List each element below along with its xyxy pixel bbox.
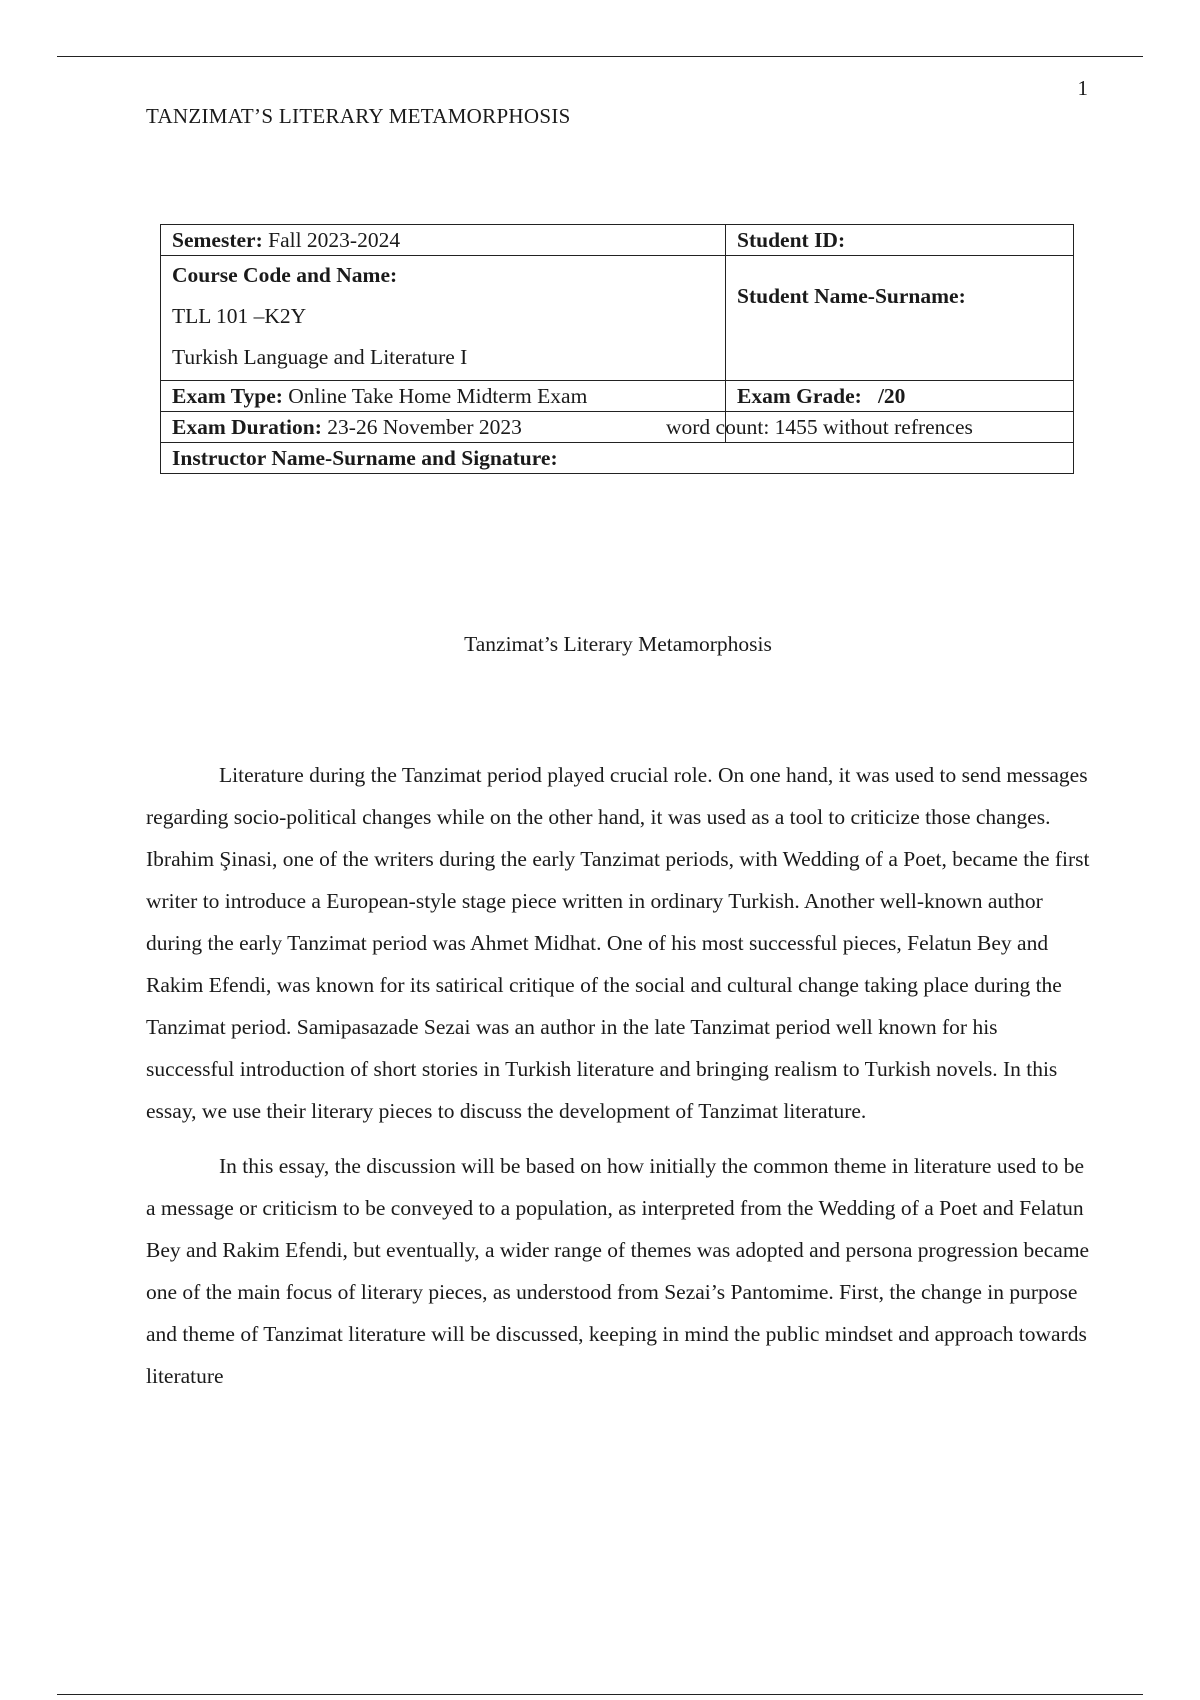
exam-info-table — [160, 224, 1074, 474]
exam-duration-cell — [161, 412, 726, 443]
essay-title: Tanzimat’s Literary Metamorphosis — [464, 632, 772, 656]
exam-grade-label: Exam Grade: — [737, 384, 862, 408]
exam-grade-value: /20 — [877, 384, 906, 408]
body-paragraph: In this essay, the discussion will be based on how initially the common theme in literature used to be a message or criticism to be conveyed to a population, as interpreted from the Wedding of a Poet and Felatun Bey and Rakim Efendi, but eventually, a wider range of themes was adopted and persona progression became one of the main focus of literary pieces, as understood from Sezai’s Pantomime. First, the change in purpose and theme of Tanzimat literature will be discussed, keeping in mind the public mindset and approach towards literature — [146, 1154, 1090, 1388]
exam-type-label: Exam Type: — [172, 384, 283, 408]
course-label: Course Code and Name: — [172, 263, 398, 287]
student-id-cell — [726, 225, 1074, 256]
table-row — [161, 256, 1074, 381]
table-row — [161, 412, 1074, 443]
semester-label: Semester: — [172, 228, 263, 252]
table-row — [161, 443, 1074, 474]
page-top-rule — [57, 56, 1143, 57]
word-count-cell — [666, 412, 1074, 443]
student-id-label: Student ID: — [737, 228, 846, 252]
course-code: TLL 101 –K2Y — [172, 304, 307, 328]
exam-type-cell — [161, 381, 726, 412]
student-name-label: Student Name-Surname: — [737, 284, 966, 308]
instructor-cell — [161, 443, 1074, 474]
page-bottom-rule — [57, 1694, 1143, 1695]
essay-body — [146, 754, 1090, 1410]
student-name-cell — [726, 256, 1074, 381]
semester-cell — [161, 225, 726, 256]
course-name: Turkish Language and Literature I — [172, 345, 468, 369]
table-row — [161, 225, 1074, 256]
instructor-label: Instructor Name-Surname and Signature: — [172, 446, 558, 470]
table-row — [161, 381, 1074, 412]
semester-value: Fall 2023-2024 — [262, 228, 401, 252]
page-number: 1 — [1077, 76, 1088, 100]
course-cell — [161, 256, 726, 381]
exam-grade-cell — [726, 381, 1074, 412]
body-paragraph: Literature during the Tanzimat period played crucial role. On one hand, it was used to send messages regarding socio-political changes while on the other hand, it was used as a tool to criticize those changes. Ibrahim Şinasi, one of the writers during the early Tanzimat periods, with Wedding of a Poet, became the first writer to introduce a European-style stage piece written in ordinary Turkish. Another well-known author during the early Tanzimat period was Ahmet Midhat. One of his most successful pieces, Felatun Bey and Rakim Efendi, was known for its satirical critique of the social and cultural change taking place during the Tanzimat period. Samipasazade Sezai was an author in the late Tanzimat period well known for his successful introduction of short stories in Turkish literature and bringing realism to Turkish novels. In this essay, we use their literary pieces to discuss the development of Tanzimat literature. — [146, 763, 1090, 1123]
word-count: word count: 1455 without refrences — [666, 415, 973, 439]
running-head: TANZIMAT’S LITERARY METAMORPHOSIS — [146, 104, 571, 128]
exam-type-value: Online Take Home Midterm Exam — [282, 384, 588, 408]
exam-duration-label: Exam Duration: — [172, 415, 322, 439]
exam-duration-value: 23-26 November 2023 — [321, 415, 522, 439]
